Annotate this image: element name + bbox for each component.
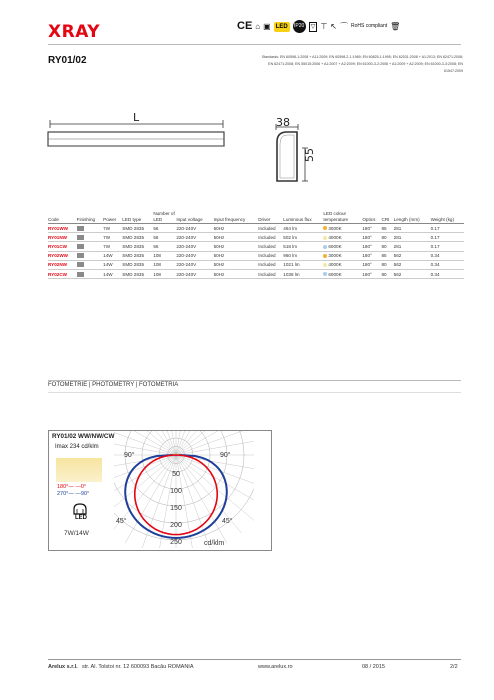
cell-flux: 518 lm	[283, 242, 323, 251]
polar-unit-label: cd/klm	[204, 540, 225, 547]
cell-cri: 80	[382, 233, 394, 242]
cell-finishing	[77, 224, 103, 233]
table-row	[48, 224, 464, 233]
cell-num: 56	[153, 224, 176, 233]
col-code: Code	[48, 211, 77, 224]
col-weight: Weight (kg)	[431, 211, 464, 224]
footer-company: Arelux s.r.l.	[48, 664, 78, 670]
cell-power: 14W	[103, 251, 122, 260]
cell-cri: 85	[382, 224, 394, 233]
cell-led-type: SMD 2835	[122, 269, 153, 278]
cct-color-dot	[323, 226, 327, 230]
cell-led-type: SMD 2835	[122, 251, 153, 260]
cell-driver: Included	[258, 260, 283, 269]
finishing-swatch	[77, 244, 84, 249]
polar-ring-label: 200	[170, 522, 182, 529]
distance-icon: ↖	[330, 21, 337, 31]
ip20-mark: IP20	[293, 20, 306, 33]
cell-voltage: 220-240V	[176, 269, 213, 278]
table-row	[48, 242, 464, 251]
cell-weight: 0.34	[431, 260, 464, 269]
photometry-subdivider	[48, 392, 461, 393]
cell-led-type: SMD 2835	[122, 224, 153, 233]
cell-led-type: SMD 2835	[122, 260, 153, 269]
cell-length: 562	[394, 260, 431, 269]
cell-flux: 1021 lm	[283, 260, 323, 269]
cell-power: 7W	[103, 224, 122, 233]
cell-length: 562	[394, 251, 431, 260]
cell-optics: 180°	[362, 233, 381, 242]
cell-cri: 80	[382, 260, 394, 269]
brand-logo: XRAY	[48, 22, 101, 42]
cell-driver: Included	[258, 269, 283, 278]
cell-cct	[323, 224, 362, 233]
ce-mark: CE	[237, 20, 253, 32]
col-finishing: Finishing	[77, 211, 103, 224]
cell-power: 14W	[103, 260, 122, 269]
photometry-title: FOTOMETRIE | PHOTOMETRY | FOTOMETRIA	[48, 382, 179, 388]
footer-date: 08 / 2015	[362, 664, 385, 670]
mounting-icon: ⊤	[320, 21, 328, 31]
polar-ring-label: 150	[170, 505, 182, 512]
cell-length: 562	[394, 269, 431, 278]
cell-flux: 502 lm	[283, 233, 323, 242]
class-ii-icon: ▣	[263, 21, 271, 31]
power-label: 7W/14W	[64, 530, 89, 537]
cell-code: RY01WW	[48, 224, 77, 233]
cell-num: 108	[153, 260, 176, 269]
col-length: Length (mm)	[394, 211, 431, 224]
polar-diagram	[114, 431, 254, 548]
col-flux: Luminous flux	[283, 211, 323, 224]
angle-label-left-90: 90°	[124, 452, 135, 459]
cell-power: 7W	[103, 242, 122, 251]
luminaire-glow-swatch	[56, 458, 102, 482]
cell-finishing	[77, 251, 103, 260]
standards-text: Standards: EN 60598-1:2008 + A11:2009; EN 60598-2-1:1989; EN 60825-1:1995; EN 62031:2008 + A1:2013; EN 62471:2008; EN 62471:2008; EN 55015:2006 + A1:2007 + A2:2009; EN 61000-3-2:2006 + A1:2009 + A2:2009; EN 61000-3-3:2008; EN 61547:2009	[261, 55, 463, 73]
certification-marks	[237, 20, 400, 33]
footer-divider	[48, 659, 461, 660]
cell-freq: 50Hz	[214, 242, 259, 251]
f-mark-icon: ▽	[310, 23, 316, 30]
cell-led-type: SMD 2835	[122, 242, 153, 251]
cell-freq: 50Hz	[214, 269, 259, 278]
cell-cri: 80	[382, 242, 394, 251]
polar-spoke	[141, 431, 176, 455]
cell-cct	[323, 251, 362, 260]
cell-num: 56	[153, 242, 176, 251]
cell-optics: 180°	[362, 242, 381, 251]
cell-freq: 50Hz	[214, 224, 259, 233]
cell-freq: 50Hz	[214, 251, 259, 260]
length-label: L	[133, 111, 140, 124]
cell-num: 108	[153, 251, 176, 260]
cell-weight: 0.34	[431, 251, 464, 260]
rohs-mark: RoHS compliant	[350, 22, 388, 29]
table-row	[48, 269, 464, 278]
cell-code: RY01CW	[48, 242, 77, 251]
col-frequency: Input frequency	[214, 211, 259, 224]
cell-code: RY01NW	[48, 233, 77, 242]
cct-value: 4000K	[328, 234, 342, 240]
cct-value: 3000K	[328, 225, 342, 231]
cell-optics: 180°	[362, 251, 381, 260]
footer-page: 2/2	[450, 664, 458, 670]
cell-code: RY02CW	[48, 269, 77, 278]
polar-spoke	[176, 431, 194, 455]
finishing-swatch	[77, 253, 84, 258]
cell-optics: 180°	[362, 269, 381, 278]
cell-weight: 0.17	[431, 233, 464, 242]
cell-freq: 50Hz	[214, 233, 259, 242]
diagram-title: RY01/02 WW/NW/CW	[52, 433, 115, 440]
cell-weight: 0.34	[431, 269, 464, 278]
cell-length: 281	[394, 242, 431, 251]
cell-voltage: 220-240V	[176, 251, 213, 260]
finishing-swatch	[77, 272, 84, 277]
footer-website[interactable]: www.arelux.ro	[258, 664, 293, 670]
cell-finishing	[77, 233, 103, 242]
cell-driver: Included	[258, 251, 283, 260]
cell-length: 281	[394, 233, 431, 242]
cct-value: 6000K	[328, 271, 342, 277]
table-row	[48, 233, 464, 242]
led-badge-label: LED	[75, 515, 87, 521]
col-optics: Optics	[362, 211, 381, 224]
indoor-icon: ⌂	[255, 21, 261, 31]
col-cct: LED colour temperature	[323, 211, 362, 224]
col-led-type: LED type	[122, 211, 153, 224]
cct-color-dot	[323, 272, 327, 276]
col-power: Power	[103, 211, 122, 224]
led-mark: LED	[275, 23, 288, 30]
cct-value: 3000K	[328, 253, 342, 259]
col-cri: CRI	[382, 211, 394, 224]
cell-weight: 0.17	[431, 242, 464, 251]
table-row	[48, 251, 464, 260]
cell-num: 108	[153, 269, 176, 278]
cell-finishing	[77, 242, 103, 251]
led-badge-icon	[72, 503, 88, 515]
polar-ring-label: 50	[172, 471, 180, 478]
cell-voltage: 220-240V	[176, 242, 213, 251]
cct-value: 4000K	[328, 262, 342, 268]
cell-code: RY02NW	[48, 260, 77, 269]
cell-driver: Included	[258, 242, 283, 251]
cell-flux: 464 lm	[283, 224, 323, 233]
col-number-led: Number of LED	[153, 211, 175, 222]
cell-driver: Included	[258, 224, 283, 233]
polar-ring-label: 100	[170, 488, 182, 495]
cell-cri: 80	[382, 269, 394, 278]
cell-voltage: 220-240V	[176, 233, 213, 242]
polar-spoke	[176, 455, 254, 490]
polar-spoke	[158, 431, 176, 455]
legend-c0-180: 180°— —0°	[57, 484, 87, 490]
footer-address: str. Al. Tolstoi nr. 12 600093 Bacău ROMANIA	[82, 664, 194, 670]
table-row	[48, 260, 464, 269]
finishing-swatch	[77, 235, 84, 240]
cell-voltage: 220-240V	[176, 260, 213, 269]
cell-finishing	[77, 269, 103, 278]
model-title: RY01/02	[48, 55, 87, 66]
cell-length: 281	[394, 224, 431, 233]
width-label: 38	[276, 116, 290, 129]
angle-label-left-45: 45°	[116, 518, 127, 525]
photometry-divider	[48, 380, 461, 381]
cell-num: 56	[153, 233, 176, 242]
cell-led-type: SMD 2835	[122, 233, 153, 242]
col-voltage: Input voltage	[176, 211, 213, 224]
cct-color-dot	[323, 236, 327, 240]
cct-color-dot	[323, 245, 327, 249]
cell-voltage: 220-240V	[176, 224, 213, 233]
legend-c90-270: 270°— —90°	[57, 491, 90, 497]
beam-icon: ⌒	[339, 21, 348, 31]
cell-freq: 50Hz	[214, 260, 259, 269]
cell-driver: Included	[258, 233, 283, 242]
table-header-row	[48, 211, 464, 224]
weee-bin-icon: 🗑	[390, 21, 401, 31]
cell-power: 7W	[103, 233, 122, 242]
cell-finishing	[77, 260, 103, 269]
finishing-swatch	[77, 226, 84, 231]
cell-weight: 0.17	[431, 224, 464, 233]
cell-power: 14W	[103, 269, 122, 278]
header-divider	[48, 44, 461, 45]
cct-value: 6000K	[328, 243, 342, 249]
cell-optics: 180°	[362, 260, 381, 269]
specification-table	[48, 211, 464, 279]
imax-label: Imax 234 cd/klm	[55, 444, 99, 450]
cell-optics: 180°	[362, 224, 381, 233]
angle-label-right-90: 90°	[220, 452, 231, 459]
cell-flux: 960 lm	[283, 251, 323, 260]
cell-cct	[323, 242, 362, 251]
cct-color-dot	[323, 254, 327, 258]
cell-cct	[323, 269, 362, 278]
cell-cri: 85	[382, 251, 394, 260]
cell-code: RY02WW	[48, 251, 77, 260]
cct-color-dot	[323, 263, 327, 267]
polar-spoke	[176, 431, 211, 455]
cell-cct	[323, 233, 362, 242]
side-view-drawing	[40, 110, 240, 180]
finishing-swatch	[77, 262, 84, 267]
cell-cct	[323, 260, 362, 269]
angle-label-right-45: 45°	[222, 518, 233, 525]
height-label: 55	[303, 148, 316, 162]
polar-ring-label: 250	[170, 539, 182, 546]
cell-flux: 1038 lm	[283, 269, 323, 278]
col-driver: Driver	[258, 211, 283, 224]
